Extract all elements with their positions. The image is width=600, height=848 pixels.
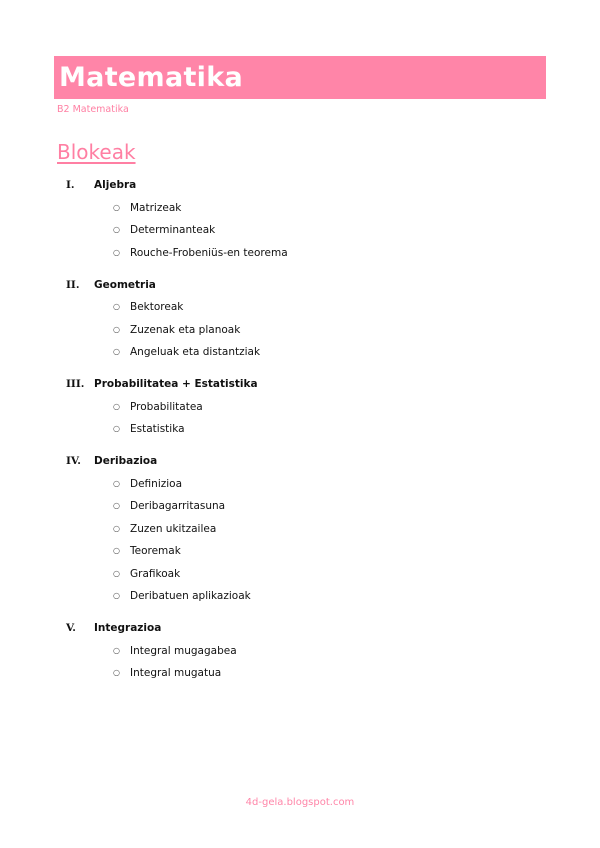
list-item-label: Rouche-Frobeniüs-en teorema [130,246,288,259]
list-item [0,495,600,518]
list-item-label: Matrizeak [130,201,182,214]
circle-bullet-icon: ○ [113,324,120,334]
circle-bullet-icon: ○ [113,478,120,488]
list-item [0,518,600,541]
list-item-label: Teoremak [130,545,181,557]
block-label: Integrazioa [94,622,162,634]
list-item [0,662,600,685]
list-item-label: Grafikoak [130,567,181,580]
roman-numeral: IV. [66,455,81,467]
circle-bullet-icon: ○ [113,501,120,510]
block-section [0,450,600,608]
list-item-label: Deribatuen aplikazioak [130,590,251,602]
list-item-label: Deribagarritasuna [130,500,226,512]
block-title [0,174,600,197]
block-section [0,274,600,364]
circle-bullet-icon: ○ [113,424,120,433]
page-title: Matematika [59,62,243,93]
circle-bullet-icon: ○ [113,645,120,655]
list-item [0,219,600,242]
block-title [0,450,600,473]
list-item [0,396,600,419]
list-item [0,197,600,220]
roman-numeral: I. [66,179,75,191]
list-item [0,640,600,663]
block-list [0,174,600,685]
block-section [0,174,600,264]
circle-bullet-icon: ○ [113,668,120,677]
block-section [0,373,600,441]
circle-bullet-icon: ○ [113,401,120,411]
list-item-label: Determinanteak [130,224,216,236]
block-label: Aljebra [94,179,137,191]
roman-numeral: III. [66,378,85,390]
list-item [0,418,600,441]
list-item-label: Zuzenak eta planoak [130,323,241,336]
list-item [0,319,600,342]
list-item-label: Definizioa [130,477,183,490]
list-item [0,242,600,265]
roman-numeral: II. [66,278,80,291]
list-item-label: Angeluak eta distantziak [130,346,261,358]
circle-bullet-icon: ○ [113,347,120,356]
block-title [0,617,600,640]
circle-bullet-icon: ○ [113,225,120,234]
list-item [0,341,600,364]
block-label: Geometria [94,278,156,291]
circle-bullet-icon: ○ [113,202,120,212]
section-heading: Blokeak [57,140,136,164]
block-title [0,373,600,396]
list-item-label: Probabilitatea [130,400,203,413]
list-item-label: Integral mugagabea [130,644,237,657]
list-item-label: Integral mugatua [130,667,222,679]
circle-bullet-icon: ○ [113,523,120,533]
circle-bullet-icon: ○ [113,591,120,600]
circle-bullet-icon: ○ [113,546,120,555]
roman-numeral: V. [66,622,76,634]
list-item-label: Bektoreak [130,301,184,313]
block-title [0,274,600,297]
block-section [0,617,600,685]
circle-bullet-icon: ○ [113,302,120,311]
block-label: Deribazioa [94,455,158,467]
list-item [0,563,600,586]
list-item [0,296,600,319]
list-item-label: Estatistika [130,423,185,435]
list-item [0,540,600,563]
title-banner [54,56,546,99]
list-item [0,473,600,496]
footer-link[interactable]: 4d-gela.blogspot.com [245,797,355,808]
circle-bullet-icon: ○ [113,568,120,578]
subtitle: B2 Matematika [57,104,129,115]
block-label: Probabilitatea + Estatistika [94,378,258,390]
circle-bullet-icon: ○ [113,247,120,257]
list-item-label: Zuzen ukitzailea [130,522,217,535]
list-item [0,585,600,608]
